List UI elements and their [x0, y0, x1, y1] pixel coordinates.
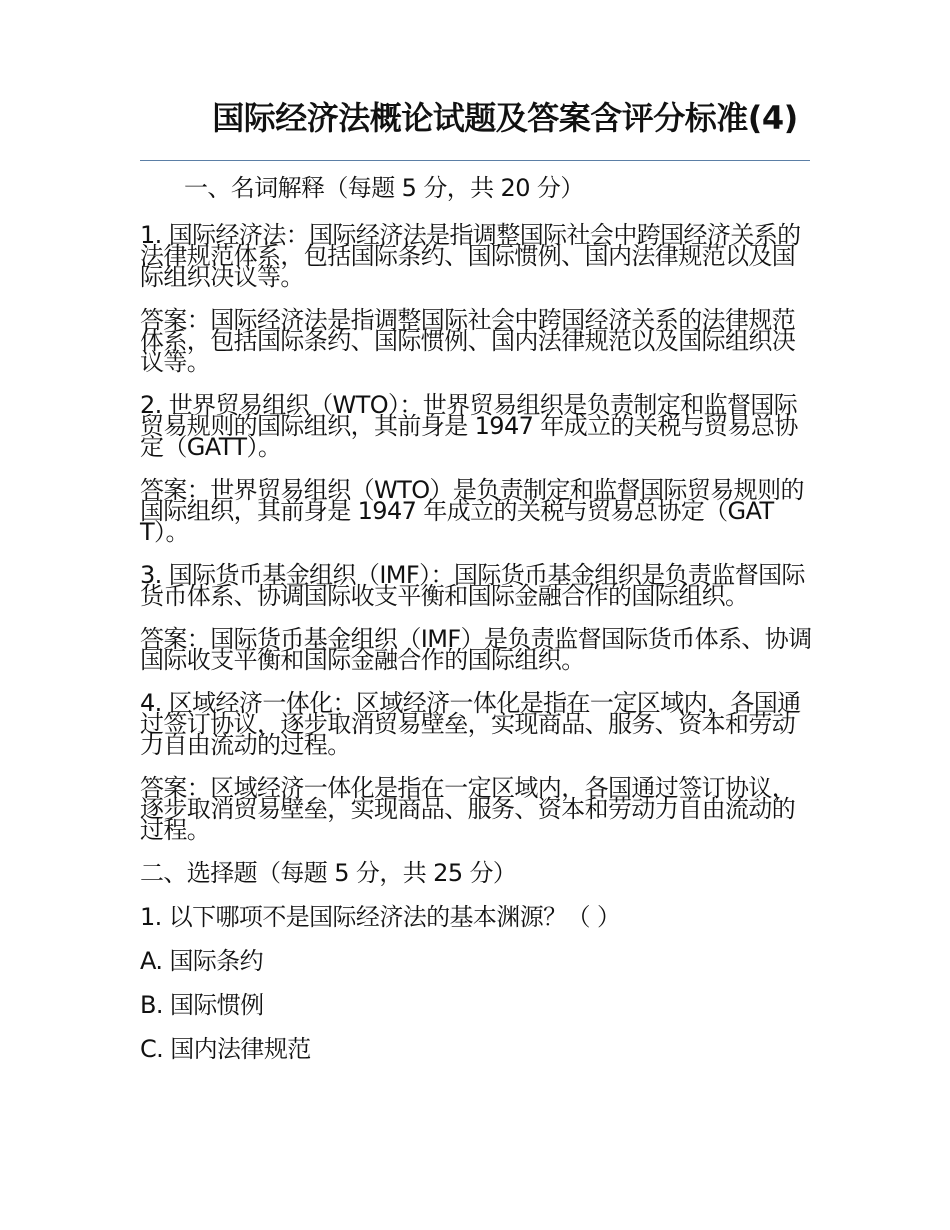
section-heading-choice: 二、选择题（每题 5 分，共 25 分）	[140, 859, 517, 887]
term-question-3: 3. 国际货币基金组织（IMF）：国际货币基金组织是负责监督国际货币体系、协调国际收支平衡和国际金融合作的国际组织。	[140, 561, 805, 610]
mc-option-b: B. 国际惯例	[140, 991, 264, 1019]
term-question-4: 4. 区域经济一体化：区域经济一体化是指在一定区域内，各国通过签订协议，逐步取消贸易壁垒，实现商品、服务、资本和劳动力自由流动的过程。	[140, 689, 801, 759]
term-question-2: 2. 世界贸易组织（WTO）：世界贸易组织是负责制定和监督国际贸易规则的国际组织，其前身是 1947 年成立的关税与贸易总协定（GATT）。	[140, 391, 798, 461]
term-answer-1: 答案：国际经济法是指调整国际社会中跨国经济关系的法律规范体系，包括国际条约、国际惯例、国内法律规范以及国际组织决议等。	[140, 306, 796, 376]
section-heading-terms: 一、名词解释（每题 5 分，共 20 分）	[184, 174, 584, 202]
term-answer-4: 答案：区域经济一体化是指在一定区域内，各国通过签订协议，逐步取消贸易壁垒，实现商品、服务、资本和劳动力自由流动的过程。	[140, 774, 796, 844]
mc-option-a: A. 国际条约	[140, 947, 264, 975]
title-underline	[140, 160, 810, 161]
document-title: 国际经济法概论试题及答案含评分标准(4)	[212, 99, 798, 137]
term-answer-2: 答案：世界贸易组织（WTO）是负责制定和监督国际贸易规则的国际组织，其前身是 1947 年成立的关税与贸易总协定（GATT）。	[140, 476, 804, 546]
term-question-1: 1. 国际经济法：国际经济法是指调整国际社会中跨国经济关系的法律规范体系，包括国际条约、国际惯例、国内法律规范以及国际组织决议等。	[140, 221, 801, 291]
mc-option-c: C. 国内法律规范	[140, 1035, 311, 1063]
mc-question-1: 1. 以下哪项不是国际经济法的基本渊源？（ ）	[140, 903, 621, 931]
document-body	[140, 174, 812, 1083]
term-answer-3: 答案：国际货币基金组织（IMF）是负责监督国际货币体系、协调国际收支平衡和国际金融合作的国际组织。	[140, 625, 812, 674]
